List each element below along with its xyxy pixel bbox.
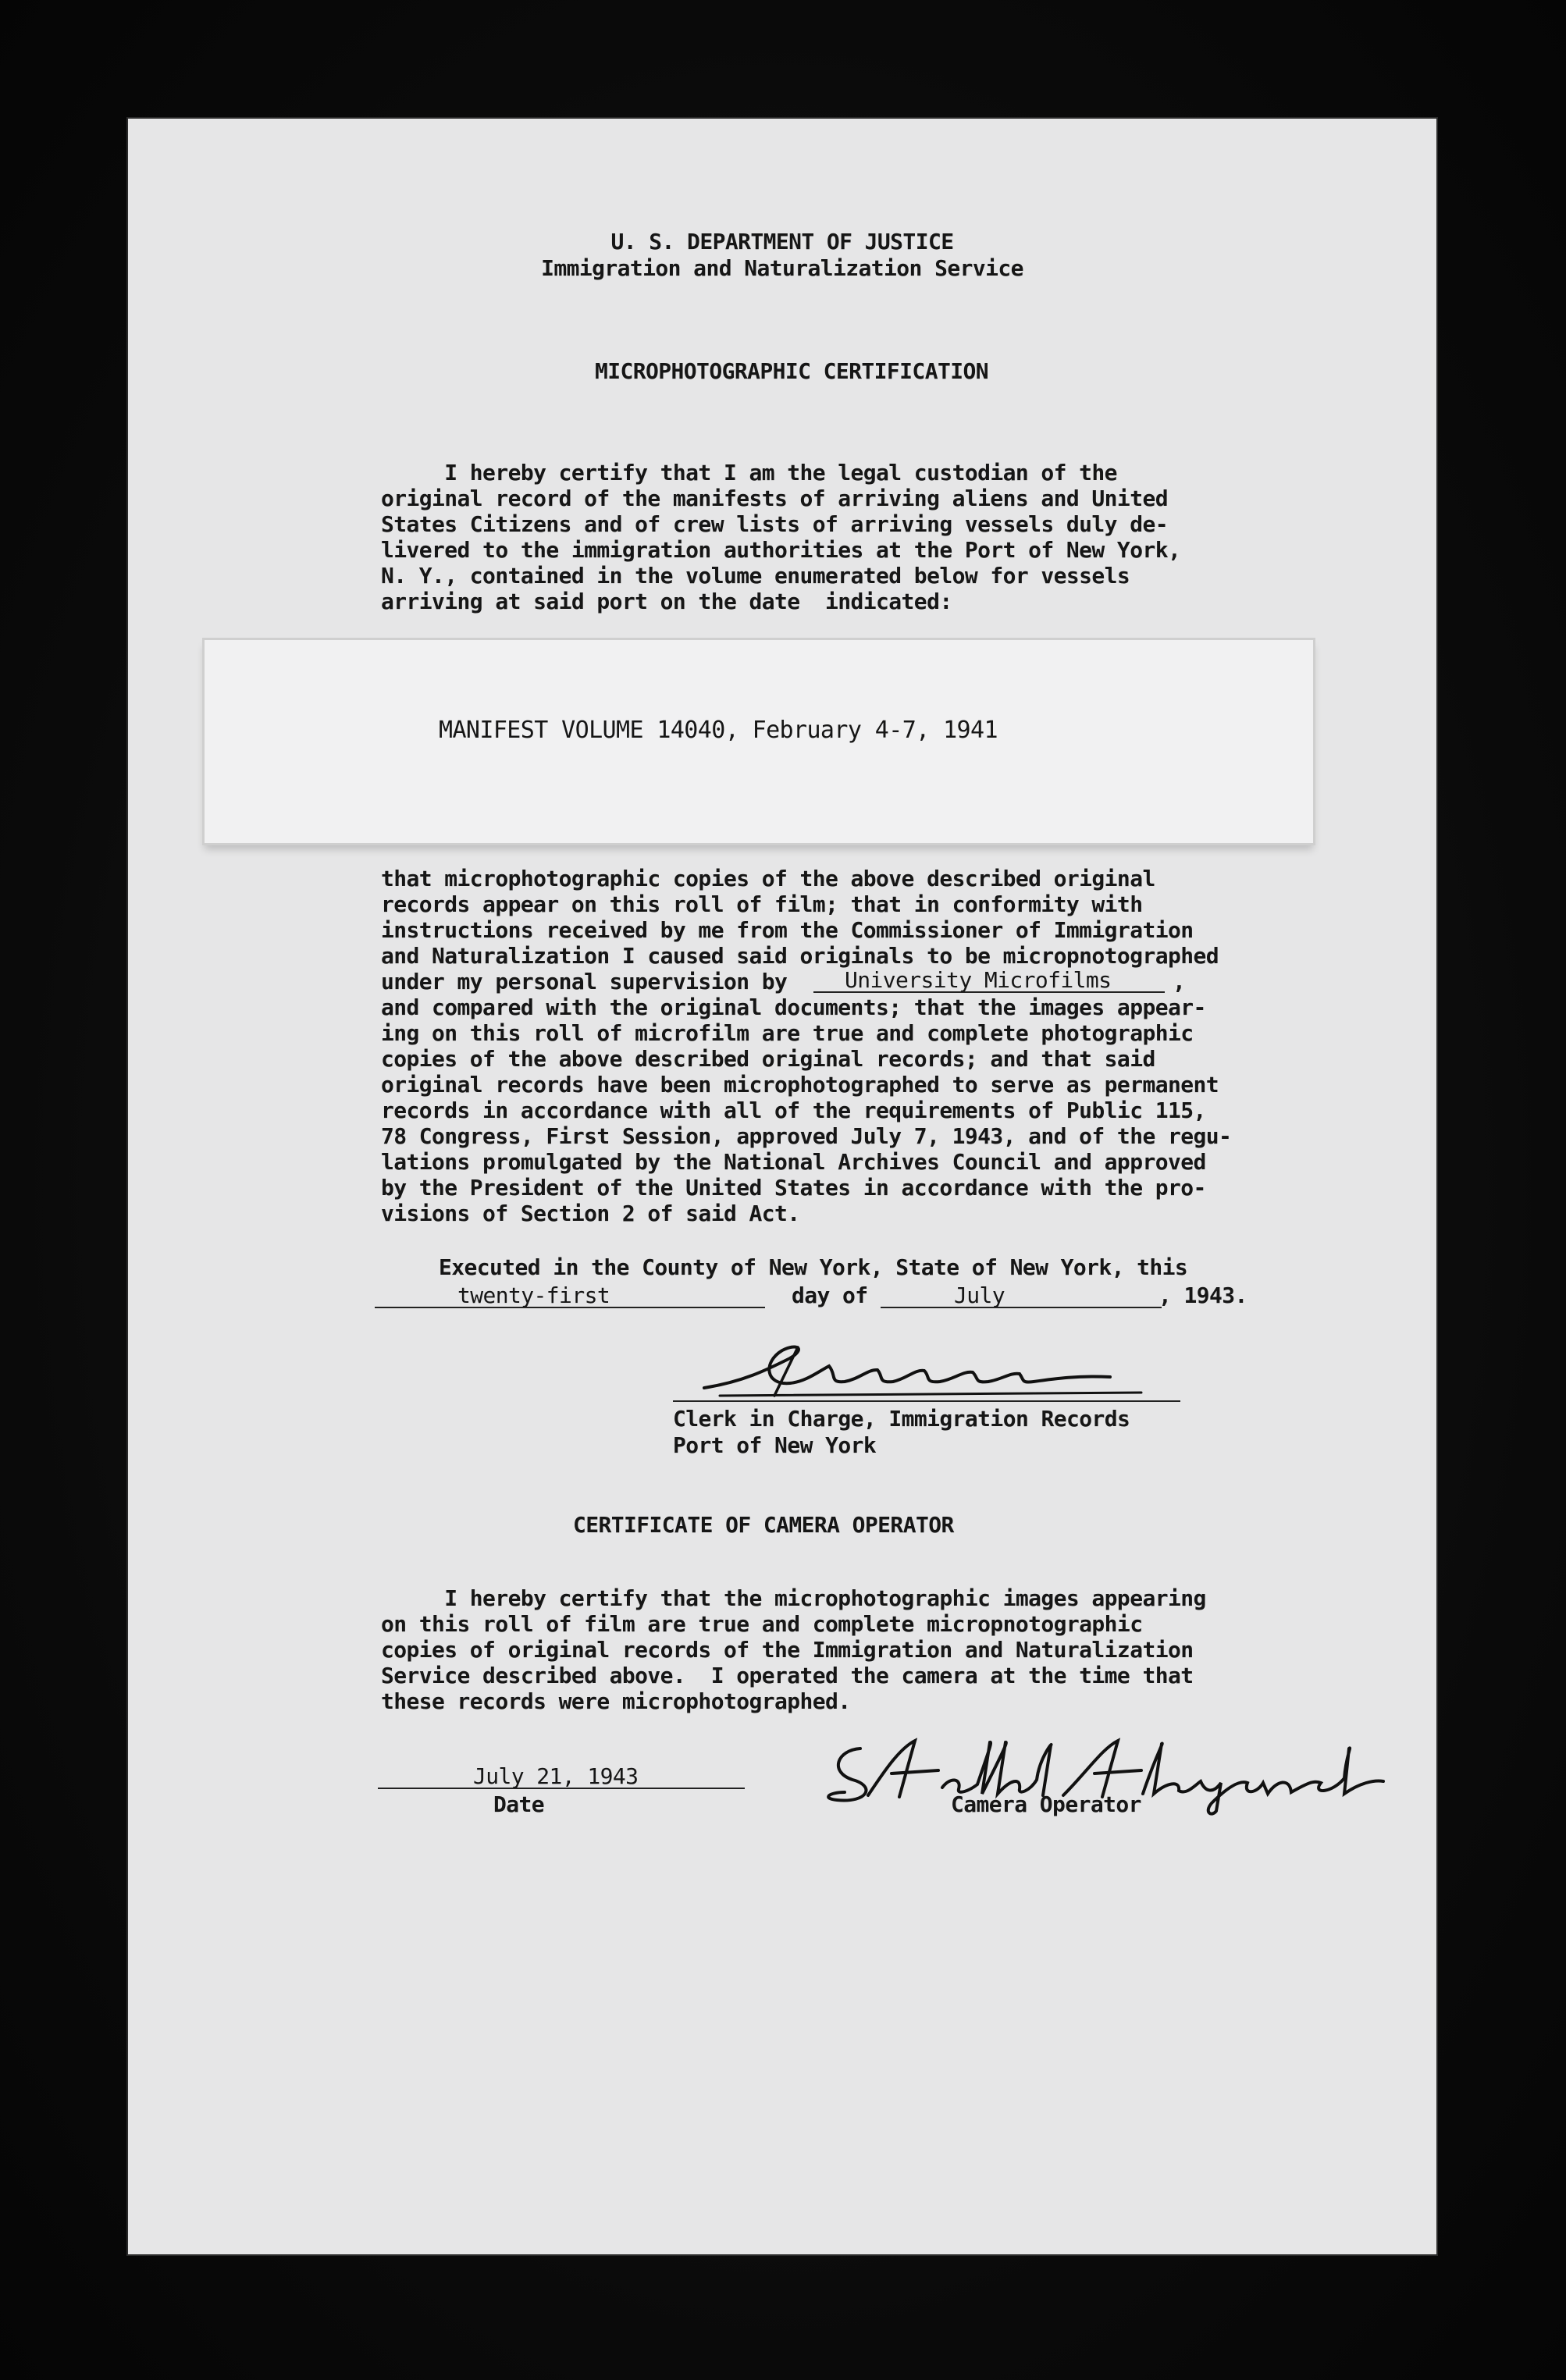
camera-date-line xyxy=(378,1788,745,1789)
service-heading: Immigration and Naturalization Service xyxy=(541,255,1023,281)
body-line: and Naturalization I caused said originals to be micropnotographed xyxy=(381,943,1219,969)
clerk-signature-line xyxy=(673,1400,1180,1402)
supervisor-name: University Microfilms xyxy=(845,967,1112,993)
month-underline xyxy=(881,1307,1162,1308)
volume-strip xyxy=(205,640,1313,843)
camera-line: Service described above. I operated the camera at the time that xyxy=(381,1663,1194,1688)
day-underline xyxy=(375,1307,765,1308)
intro-line: arriving at said port on the date indicated: xyxy=(381,589,952,614)
camera-operator-label: Camera Operator xyxy=(951,1791,1141,1817)
camera-certificate-title: CERTIFICATE OF CAMERA OPERATOR xyxy=(573,1512,954,1538)
camera-date-value: July 21, 1943 xyxy=(473,1763,639,1789)
certificate-page xyxy=(126,117,1438,2256)
body-line: under my personal supervision by xyxy=(381,969,788,994)
intro-line: States Citizens and of crew lists of arriving vessels duly de- xyxy=(381,511,1168,537)
intro-line: I hereby certify that I am the legal custodian of the xyxy=(381,460,1117,486)
manifest-volume-label: MANIFEST VOLUME 14040, February 4-7, 1941 xyxy=(439,717,998,744)
body-line: ing on this roll of microfilm are true and complete photographic xyxy=(381,1020,1194,1046)
body-line: records appear on this roll of film; that in conformity with xyxy=(381,891,1143,917)
intro-line: N. Y., contained in the volume enumerated below for vessels xyxy=(381,563,1130,589)
clerk-location: Port of New York xyxy=(673,1432,877,1458)
body-line: by the President of the United States in accordance with the pro- xyxy=(381,1175,1206,1201)
clerk-title: Clerk in Charge, Immigration Records xyxy=(673,1406,1130,1432)
intro-line: livered to the immigration authorities at the Port of New York, xyxy=(381,537,1181,563)
body-line: 78 Congress, First Session, approved July 7, 1943, and of the regu- xyxy=(381,1123,1232,1149)
camera-line: on this roll of film are true and complete micropnotographic xyxy=(381,1611,1143,1637)
body-line: lations promulgated by the National Archives Council and approved xyxy=(381,1149,1206,1175)
camera-line: these records were microphotographed. xyxy=(381,1688,851,1714)
execution-day-of: day of xyxy=(792,1282,868,1308)
certification-title: MICROPHOTOGRAPHIC CERTIFICATION xyxy=(595,358,988,384)
body-line: and compared with the original documents; that the images appear- xyxy=(381,994,1206,1020)
execution-day: twenty-first xyxy=(457,1282,610,1308)
department-heading: U. S. DEPARTMENT OF JUSTICE xyxy=(610,229,954,254)
execution-month: July xyxy=(954,1282,1005,1308)
body-line: visions of Section 2 of said Act. xyxy=(381,1201,800,1226)
body-line: original records have been microphotographed to serve as permanent xyxy=(381,1072,1219,1098)
body-line: instructions received by me from the Commissioner of Immigration xyxy=(381,917,1194,943)
camera-line: copies of original records of the Immigration and Naturalization xyxy=(381,1637,1194,1663)
camera-date-label: Date xyxy=(493,1791,545,1817)
intro-line: original record of the manifests of arriving aliens and United xyxy=(381,486,1168,511)
body-line: copies of the above described original records; and that said xyxy=(381,1046,1155,1072)
execution-year: , 1943. xyxy=(1158,1282,1247,1308)
supervisor-underline xyxy=(813,991,1165,993)
camera-line: I hereby certify that the microphotographic images appearing xyxy=(381,1585,1206,1611)
body-line: records in accordance with all of the requirements of Public 115, xyxy=(381,1098,1206,1123)
supervisor-comma: , xyxy=(1173,969,1186,994)
body-line: that microphotographic copies of the above described original xyxy=(381,866,1155,891)
execution-lead: Executed in the County of New York, State of New York, this xyxy=(439,1254,1188,1280)
